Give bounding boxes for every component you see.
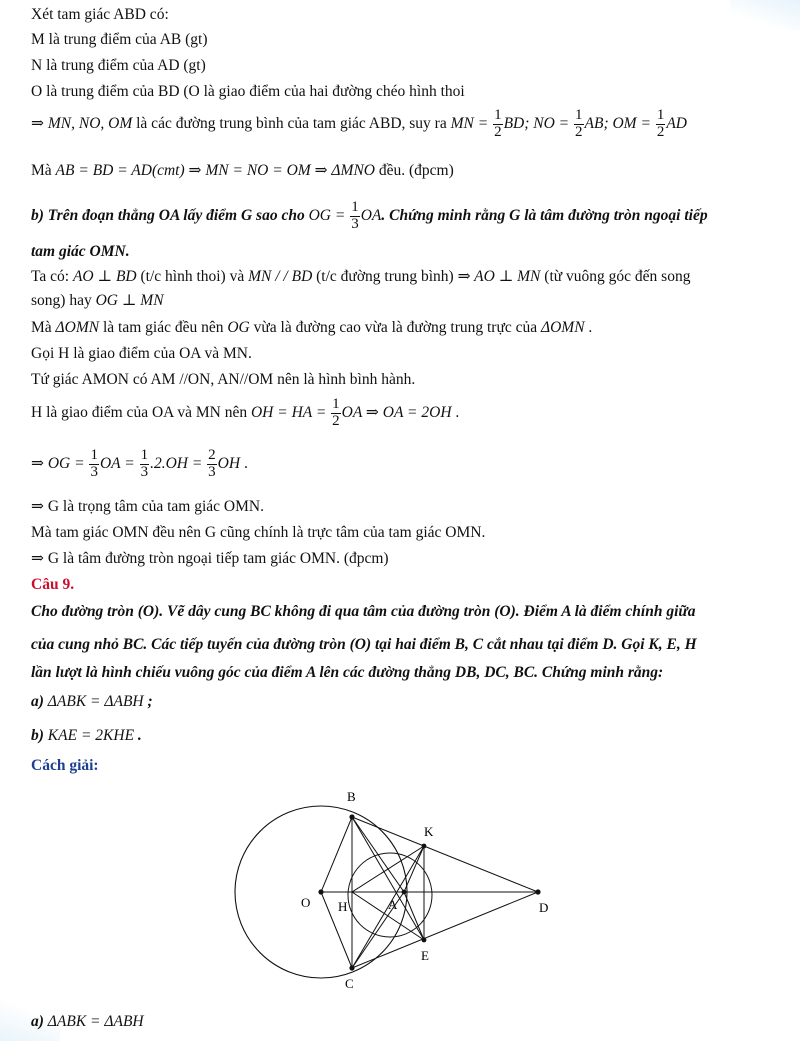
question-b-cont: tam giác OMN. [31, 243, 130, 260]
label-k: K [424, 824, 434, 839]
text: a) [31, 693, 48, 710]
math: ΔABK = ΔABH [47, 1013, 144, 1030]
math: ΔABK = ΔABH [47, 693, 144, 710]
numerator: 2 [208, 447, 216, 463]
text: (t/c đường trung bình) [312, 268, 458, 285]
denominator: 2 [332, 412, 340, 429]
question-b [31, 200, 708, 233]
problem-text: của cung nhỏ BC. Các tiếp tuyến của đường tròn (O) tại hai điểm B, C cắt nhau tại điểm D. Gọi K, E, H [31, 636, 697, 653]
math: AO ⊥ BD [72, 268, 137, 285]
label-d: D [539, 900, 549, 915]
fraction [140, 448, 150, 481]
text-line: M là trung điểm của AB (gt) [31, 31, 208, 48]
text-line [31, 292, 164, 311]
label-c: C [345, 976, 354, 991]
numerator: 1 [656, 107, 665, 123]
text: (t/c hình thoi) và [136, 268, 249, 285]
text: b) Trên đoạn thẳng OA lấy điểm G sao cho [31, 206, 309, 224]
math: OA ⇒ OA = 2OH [341, 403, 452, 421]
numerator: 1 [332, 396, 340, 412]
math: AD [666, 114, 687, 132]
math: AB; OM = [584, 114, 655, 132]
math: OA [360, 206, 382, 224]
math: MN / / BD [248, 268, 313, 285]
solution-part-a [31, 1013, 144, 1032]
text: đều. (đpcm) [374, 162, 454, 179]
numerator: 1 [575, 107, 583, 123]
corner-decoration [730, 0, 800, 30]
denominator: 2 [656, 123, 665, 140]
text-line [31, 397, 459, 430]
text: là các đường trung bình của tam giác ABD, suy ra [132, 114, 451, 132]
text: vừa là đường cao vừa là đường trung trực của [249, 319, 541, 336]
text-line: O là trung điểm của BD (O là giao điểm của hai đường chéo hình thoi [31, 83, 465, 100]
problem-part-a [31, 693, 153, 712]
math: ΔOMN [541, 319, 585, 336]
math: KAE = 2KHE [47, 727, 135, 744]
label-a: A [388, 897, 398, 912]
math: ΔOMN [55, 319, 100, 336]
text: ; [143, 693, 153, 710]
text-line: Xét tam giác ABD có: [31, 6, 169, 23]
text: H là giao điểm của OA và MN nên [31, 403, 251, 421]
fraction [207, 448, 217, 481]
problem-text: Cho đường tròn (O). Vẽ dây cung BC không đi qua tâm của đường tròn (O). Điểm A là điểm chính giữa [31, 603, 696, 620]
question-heading: Câu 9. [31, 576, 75, 593]
text: . Chứng minh rằng G là tâm đường tròn ngoại tiếp [381, 206, 708, 224]
denominator: 3 [208, 463, 216, 480]
text: song) hay [31, 292, 96, 309]
text: Mà [31, 162, 56, 179]
denominator: 2 [494, 123, 502, 140]
numerator: 1 [494, 107, 502, 123]
text-line: ⇒ G là tâm đường tròn ngoại tiếp tam giác OMN. (đpcm) [31, 550, 389, 567]
text-line: N là trung điểm của AD (gt) [31, 57, 206, 74]
text-line [31, 162, 454, 181]
geometry-figure [220, 780, 590, 1000]
math: AB = BD = AD(cmt) ⇒ MN = NO = OM ⇒ ΔMNO [55, 162, 375, 179]
text: là tam giác đều nên [99, 319, 228, 336]
numerator: 1 [351, 199, 359, 215]
fraction [350, 200, 360, 233]
math: ⇒ OG = [31, 454, 89, 472]
fraction [574, 108, 584, 141]
problem-part-b [31, 727, 142, 746]
circle-inner [348, 853, 432, 937]
math: BD; NO = [503, 114, 574, 132]
text-line [31, 448, 248, 481]
math: ⇒ AO ⊥ MN [457, 268, 541, 285]
text-line: Tứ giác AMON có AM //ON, AN//OM nên là hình bình hành. [31, 371, 416, 388]
math: OA = [99, 454, 139, 472]
math: ⇒ MN, NO, OM [31, 114, 133, 132]
numerator: 1 [140, 447, 149, 463]
math: OG = [308, 206, 350, 224]
text: . [240, 454, 248, 472]
math: OH = HA = [250, 403, 331, 421]
text-line [31, 268, 690, 287]
text-line [31, 319, 592, 338]
text: a) [31, 1013, 48, 1030]
text-line [31, 108, 687, 141]
math: OG [227, 319, 250, 336]
math: OH [217, 454, 241, 472]
text: . [134, 727, 142, 744]
fraction [493, 108, 503, 141]
fraction [331, 397, 341, 430]
math: OG ⊥ MN [95, 292, 164, 309]
text: . [451, 403, 460, 421]
fraction [656, 108, 666, 141]
text: b) [31, 727, 48, 744]
text-line: Gọi H là giao điểm của OA và MN. [31, 345, 252, 362]
label-e: E [421, 948, 429, 963]
math: MN = [450, 114, 493, 132]
denominator: 3 [90, 463, 98, 480]
text-line: Mà tam giác OMN đều nên G cũng chính là trực tâm của tam giác OMN. [31, 524, 486, 541]
solution-heading: Cách giải: [31, 757, 99, 774]
problem-text: lần lượt là hình chiếu vuông góc của điểm A lên các đường thẳng DB, DC, BC. Chứng minh rằng: [31, 664, 664, 681]
numerator: 1 [90, 447, 98, 463]
denominator: 3 [140, 463, 149, 480]
math: .2.OH = [150, 454, 207, 472]
text-line: ⇒ G là trọng tâm của tam giác OMN. [31, 498, 264, 515]
label-h: H [338, 899, 348, 914]
denominator: 2 [575, 123, 583, 140]
denominator: 3 [351, 215, 359, 232]
fraction [89, 448, 99, 481]
text: Mà [31, 319, 56, 336]
label-o: O [301, 895, 311, 910]
text: (từ vuông góc đến song [540, 268, 691, 285]
text: Ta có: [31, 268, 73, 285]
label-b: B [347, 789, 356, 804]
text: . [584, 319, 593, 336]
